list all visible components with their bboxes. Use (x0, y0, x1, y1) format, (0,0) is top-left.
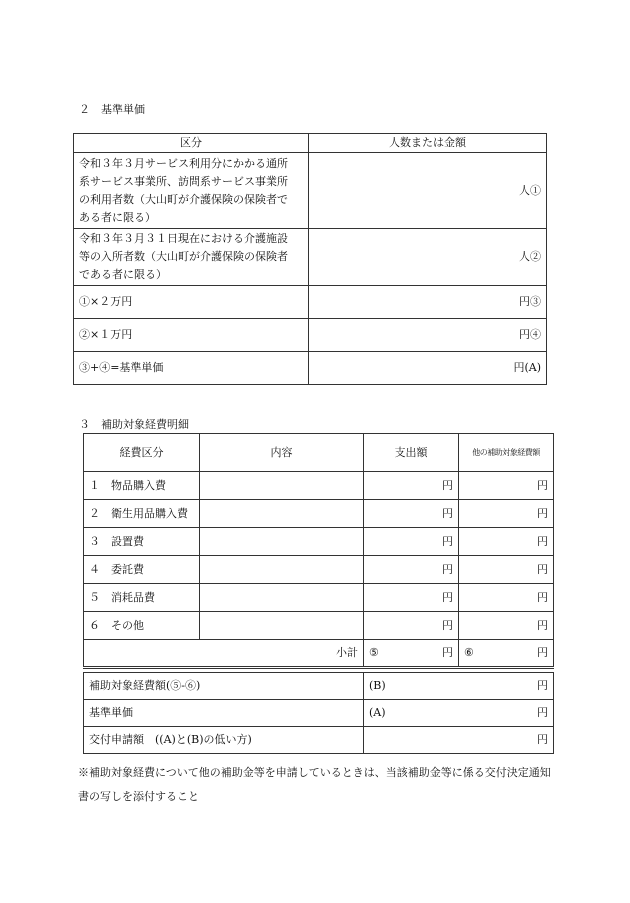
content-field[interactable] (200, 528, 364, 556)
row-value-field[interactable]: 円(A) (309, 352, 547, 385)
row-value-field[interactable]: 円③ (309, 286, 547, 319)
header-content: 内容 (200, 434, 364, 472)
table-row (74, 319, 547, 352)
header-category: 区分 (74, 134, 309, 153)
table-row (74, 153, 547, 229)
summary-value-field[interactable] (364, 673, 554, 700)
table-row (84, 528, 554, 556)
summary-label: 補助対象経費額(⑤-⑥) (84, 673, 364, 700)
expense-category: ４ 委託費 (84, 556, 200, 584)
header-expense-category: 経費区分 (84, 434, 200, 472)
row-label: 令和３年３月３１日現在における介護施設 等の入所者数（大山町が介護保険の保険者 である者に限る） (74, 229, 309, 286)
summary-value-field[interactable] (364, 700, 554, 727)
content-field[interactable] (200, 584, 364, 612)
other-amount-field[interactable]: 円 (459, 612, 554, 640)
mark-a: (A) (369, 706, 386, 719)
header-amount: 支出額 (364, 434, 459, 472)
subtotal-other-field[interactable] (459, 640, 554, 668)
header-other-subsidy-amount: 他の補助対象経費額 (459, 434, 554, 472)
mark-6: ⑥ (464, 646, 474, 659)
header-count-or-amount: 人数または金額 (309, 134, 547, 153)
row-value-field[interactable]: 人① (309, 153, 547, 229)
summary-label: 交付申請額 ((A)と(B)の低い方) (84, 727, 364, 754)
table-row (74, 352, 547, 385)
table-header-row (74, 134, 547, 153)
yen-unit: 円 (442, 646, 453, 659)
row-value-field[interactable]: 人② (309, 229, 547, 286)
summary-label: 基準単価 (84, 700, 364, 727)
amount-field[interactable]: 円 (364, 500, 459, 528)
expense-category: ２ 衛生用品購入費 (84, 500, 200, 528)
expense-category: １ 物品購入費 (84, 472, 200, 500)
content-field[interactable] (200, 472, 364, 500)
other-amount-field[interactable]: 円 (459, 500, 554, 528)
row-label: ③+④=基準単価 (74, 352, 309, 385)
table-row (84, 472, 554, 500)
expense-category: ３ 設置費 (84, 528, 200, 556)
amount-field[interactable]: 円 (364, 612, 459, 640)
yen-unit: 円 (537, 733, 548, 746)
amount-field[interactable]: 円 (364, 584, 459, 612)
yen-unit: 円 (537, 679, 548, 692)
amount-field[interactable]: 円 (364, 528, 459, 556)
other-amount-field[interactable]: 円 (459, 556, 554, 584)
mark-b: (B) (369, 679, 386, 692)
table-row (84, 556, 554, 584)
subtotal-row (84, 640, 554, 668)
summary-value-field[interactable] (364, 727, 554, 754)
expense-category: ５ 消耗品費 (84, 584, 200, 612)
yen-unit: 円 (537, 646, 548, 659)
summary-row (84, 727, 554, 754)
table-row (84, 612, 554, 640)
other-amount-field[interactable]: 円 (459, 472, 554, 500)
amount-field[interactable]: 円 (364, 472, 459, 500)
content-field[interactable] (200, 556, 364, 584)
content-field[interactable] (200, 500, 364, 528)
other-amount-field[interactable]: 円 (459, 584, 554, 612)
amount-field[interactable]: 円 (364, 556, 459, 584)
table-row (74, 229, 547, 286)
other-amount-field[interactable]: 円 (459, 528, 554, 556)
section2-heading: ２ 基準単価 (79, 103, 145, 116)
row-label: ②×１万円 (74, 319, 309, 352)
row-value-field[interactable]: 円④ (309, 319, 547, 352)
subtotal-label: 小計 (84, 640, 364, 668)
table-header-row (84, 434, 554, 472)
content-field[interactable] (200, 612, 364, 640)
table-row (74, 286, 547, 319)
summary-table (83, 672, 554, 754)
section3-heading: ３ 補助対象経費明細 (79, 418, 189, 431)
summary-row (84, 700, 554, 727)
mark-5: ⑤ (369, 646, 379, 659)
yen-unit: 円 (537, 706, 548, 719)
expense-detail-table (83, 433, 554, 669)
summary-row (84, 673, 554, 700)
table-row (84, 500, 554, 528)
row-label: 令和３年３月サービス利用分にかかる通所 系サービス事業所、訪問系サービス事業所 の利用者数（大山町が介護保険の保険者で ある者に限る） (74, 153, 309, 229)
row-label: ①×２万円 (74, 286, 309, 319)
attachment-note: ※補助対象経費について他の補助金等を申請しているときは、当該補助金等に係る交付決定通知書の写しを添付すること (78, 766, 551, 803)
base-unit-table (73, 133, 547, 385)
table-row (84, 584, 554, 612)
subtotal-amount-field[interactable] (364, 640, 459, 668)
expense-category: ６ その他 (84, 612, 200, 640)
